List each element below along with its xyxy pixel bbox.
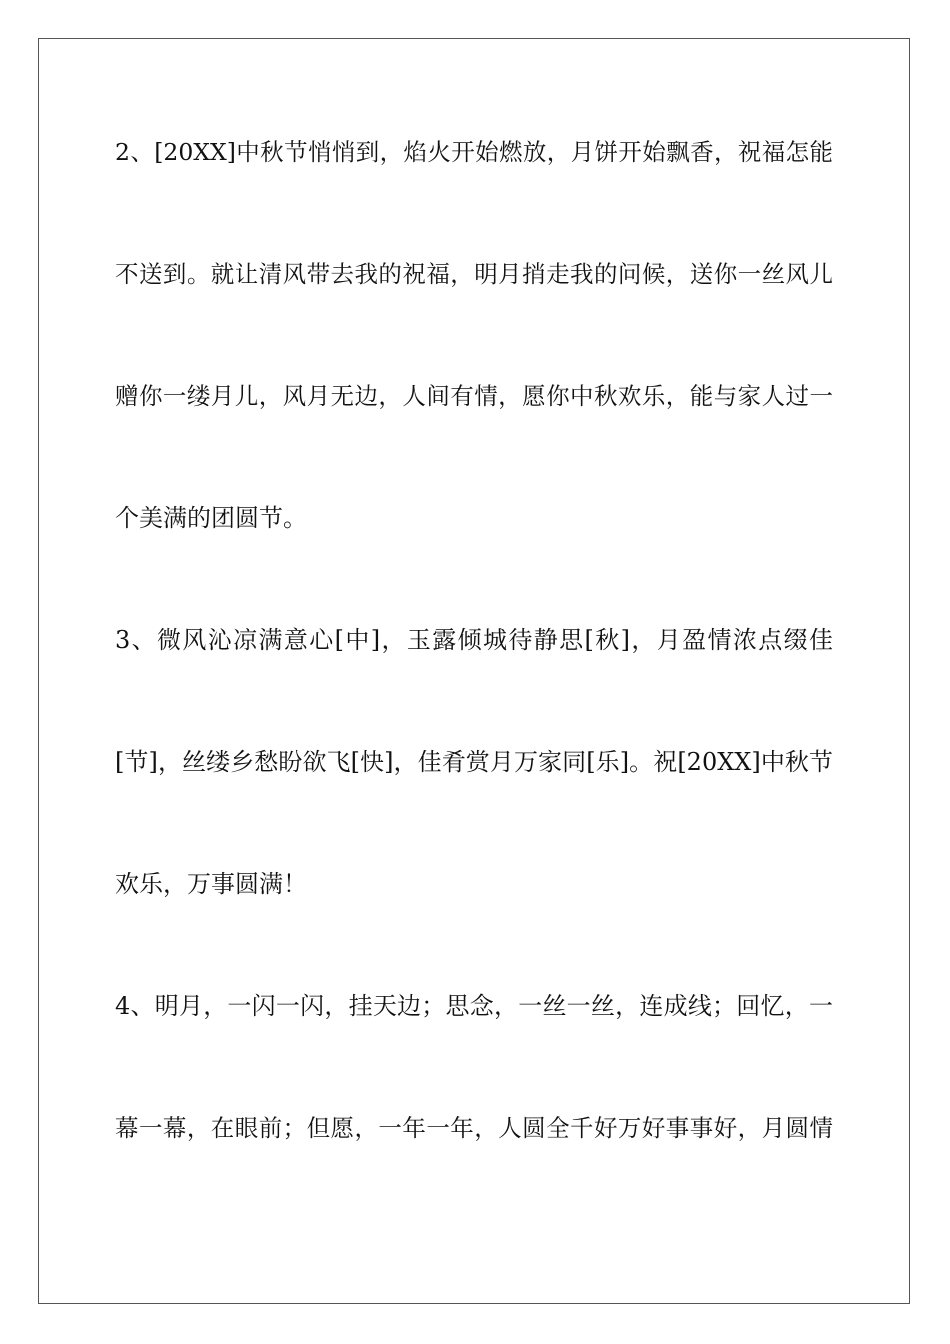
- text-line-2: 不送到。就让清风带去我的祝福，明月捎走我的问候，送你一丝风儿: [115, 260, 833, 288]
- text-line-5: 3、微风沁凉满意心[中]，玉露倾城待静思[秋]，月盈情浓点缀佳: [115, 626, 833, 654]
- text-line-3: 赠你一缕月儿，风月无边，人间有情，愿你中秋欢乐，能与家人过一: [115, 382, 833, 410]
- text-line-6: [节]，丝缕乡愁盼欲飞[快]，佳肴赏月万家同[乐]。祝[20XX]中秋节: [115, 748, 833, 776]
- text-line-8: 4、明月，一闪一闪，挂天边；思念，一丝一丝，连成线；回忆，一: [115, 992, 833, 1020]
- text-line-1: 2、[20XX]中秋节悄悄到，焰火开始燃放，月饼开始飘香，祝福怎能: [115, 138, 833, 166]
- text-line-4: 个美满的团圆节。: [115, 504, 307, 532]
- text-line-9: 幕一幕，在眼前；但愿，一年一年，人圆全千好万好事事好，月圆情: [115, 1114, 833, 1142]
- text-line-7: 欢乐，万事圆满！: [115, 870, 307, 898]
